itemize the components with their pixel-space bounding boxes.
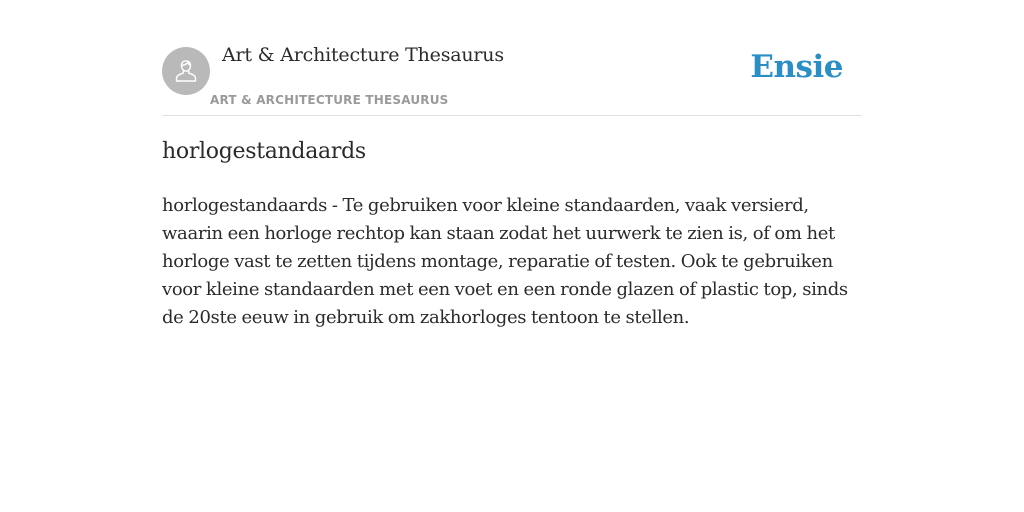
source-label[interactable]: ART & ARCHITECTURE THESAURUS [210,93,449,107]
brand-logo[interactable]: Ensie [750,49,843,85]
page-container [162,0,862,328]
term-title: horlogestandaards [162,139,366,164]
header [162,0,862,116]
author-name[interactable]: Art & Architecture Thesaurus [222,44,504,66]
definition-text: horlogestandaards - Te gebruiken voor kleine standaarden, vaak versierd, waarin een horloge rechtop kan staan zodat het uurwerk te zien is, of om het horloge vast te zetten tijdens montage, reparatie of testen. Ook te gebruiken voor kleine standaarden met een voet en een ronde glazen of plastic top, sinds de 20ste eeuw in gebruik om zakhorloges tentoon te stellen. [162,195,848,328]
user-icon [171,56,201,86]
avatar[interactable] [162,47,210,95]
